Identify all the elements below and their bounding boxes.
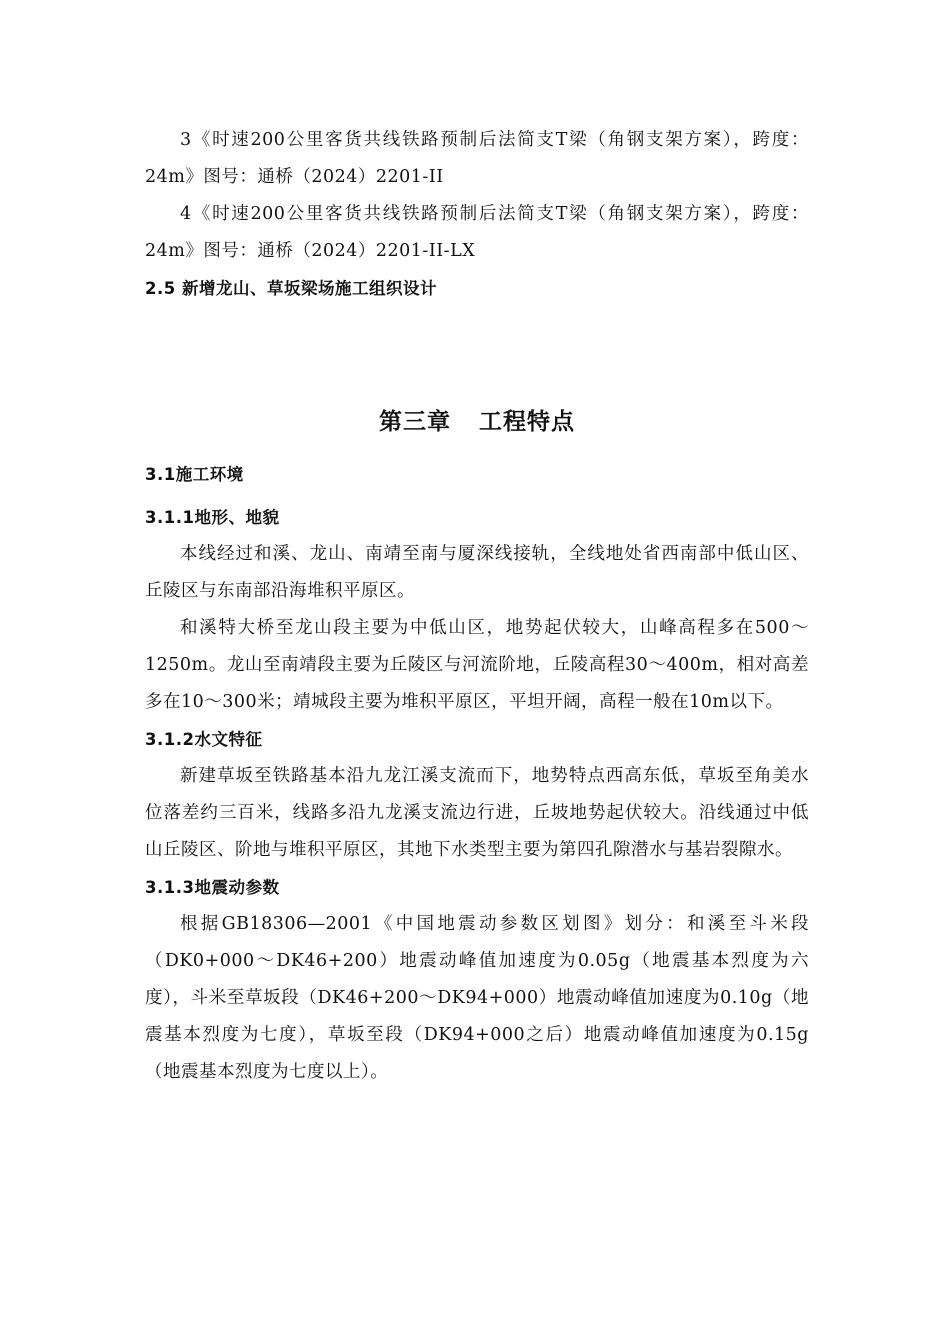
chapter-number: 第三章 [379, 409, 451, 435]
section-heading-3-1-1: 3.1.1地形、地貌 [145, 508, 280, 527]
seismic-paragraph: 根据GB18306—2001《中国地震动参数区划图》划分：和溪至斗米段（DK0+000～DK46+200）地震动峰值加速度为0.05g（地震基本烈度为六度），斗米至草坂段（DK46+200～DK94+000）地震动峰值加速度为0.10g（地震基本烈度为七度），草坂至段（DK94+000之后）地震动峰值加速度为0.15g（地震基本烈度为七度以上）。 [145, 914, 809, 1082]
section-heading-3-1: 3.1施工环境 [145, 465, 244, 484]
section-heading-3-1-2: 3.1.2水文特征 [145, 730, 263, 749]
hydrology-paragraph: 新建草坂至铁路基本沿九龙江溪支流而下，地势特点西高东低，草坂至角美水位落差约三百米，线路多沿九龙溪支流边行进，丘坡地势起伏较大。沿线通过中低山丘陵区、阶地与堆积平原区，其地下水类型主要为第四孔隙潜水与基岩裂隙水。 [145, 766, 809, 860]
document-page [145, 122, 809, 1091]
reference-item-4: 4《时速200公里客货共线铁路预制后法简支T梁（角钢支架方案），跨度：24m》图号：通桥（2024）2201-II-LX [145, 204, 809, 261]
section-heading-2-5: 2.5 新增龙山、草坂梁场施工组织设计 [145, 279, 437, 298]
terrain-paragraph-1: 本线经过和溪、龙山、南靖至南与厦深线接轨，全线地处省西南部中低山区、丘陵区与东南部沿海堆积平原区。 [145, 544, 809, 601]
chapter-title [145, 403, 809, 436]
reference-item-3: 3《时速200公里客货共线铁路预制后法简支T梁（角钢支架方案），跨度：24m》图号：通桥（2024）2201-II [145, 130, 809, 187]
chapter-name: 工程特点 [479, 409, 575, 435]
terrain-paragraph-2: 和溪特大桥至龙山段主要为中低山区，地势起伏较大，山峰高程多在500～1250m。龙山至南靖段主要为丘陵区与河流阶地，丘陵高程30～400m，相对高差多在10～300米；靖城段主要为堆积平原区，平坦开阔，高程一般在10m以下。 [145, 618, 809, 712]
section-heading-3-1-3: 3.1.3地震动参数 [145, 878, 280, 897]
